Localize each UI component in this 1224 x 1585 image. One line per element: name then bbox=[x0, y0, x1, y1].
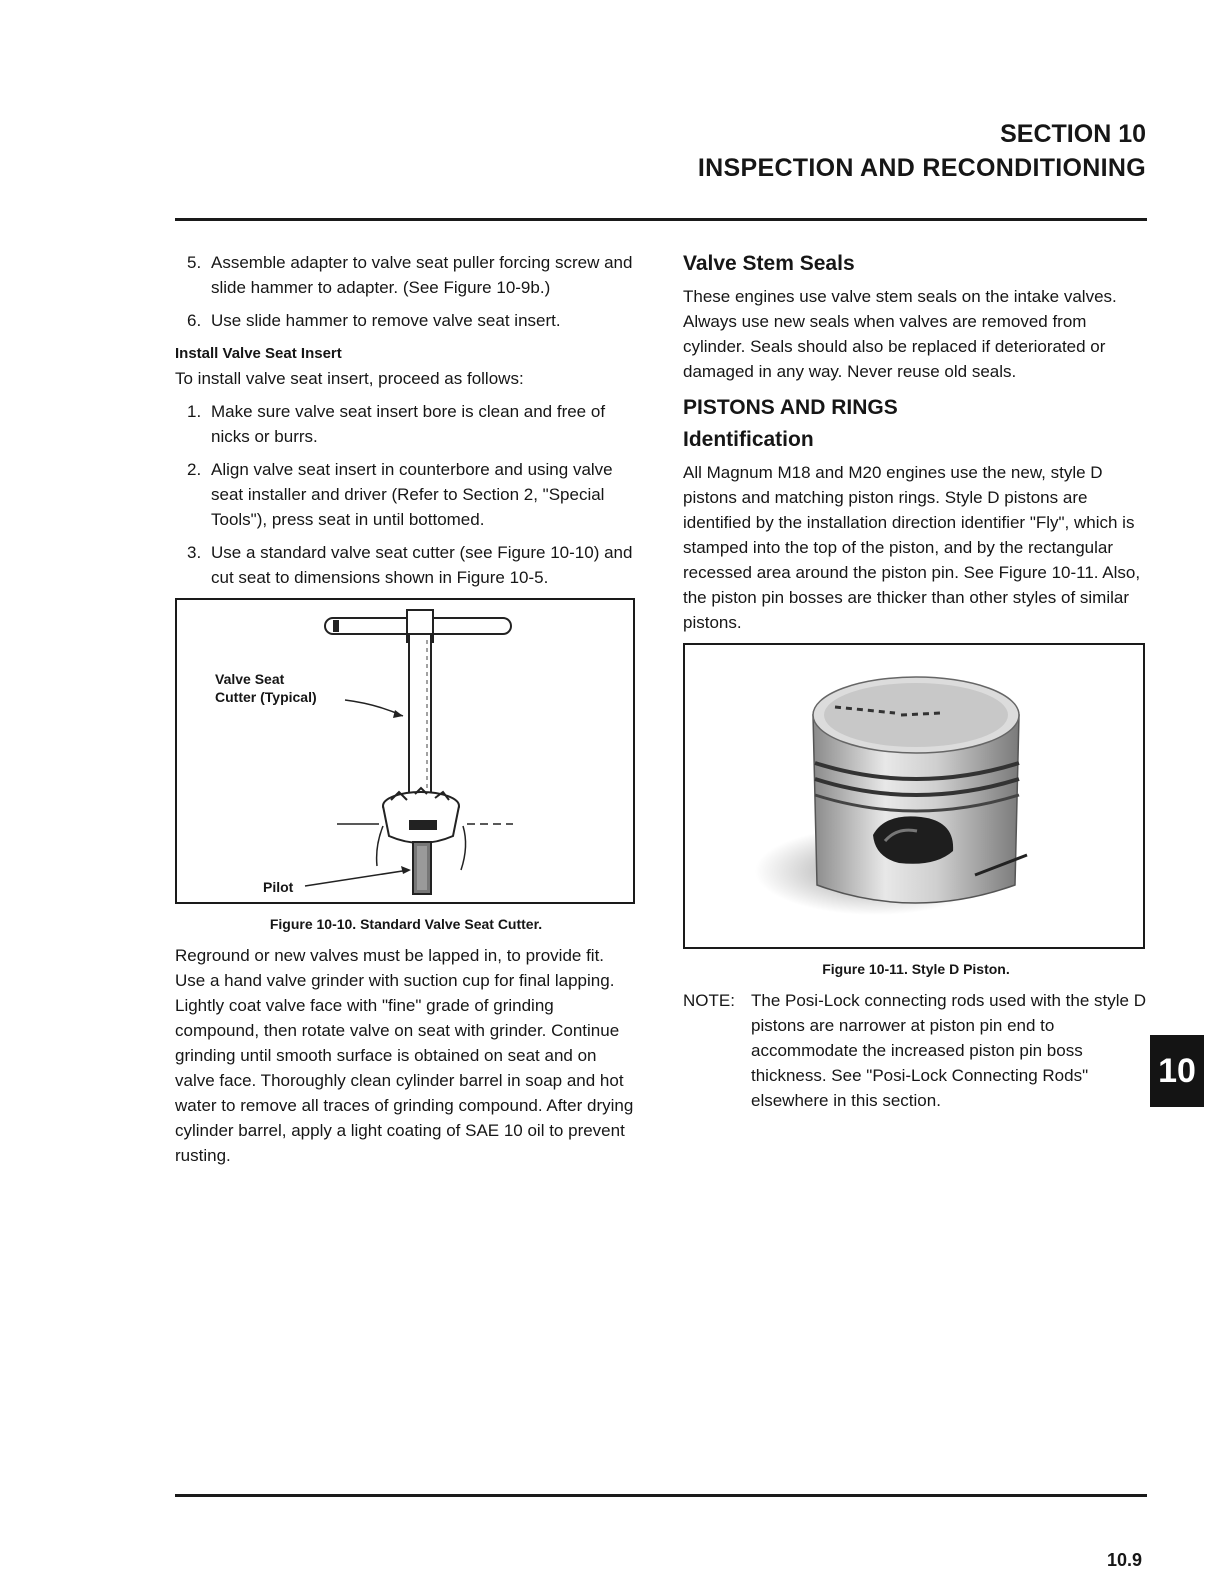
identification-heading: Identification bbox=[683, 428, 814, 451]
left-column bbox=[175, 250, 637, 1176]
piston-photo bbox=[685, 645, 1143, 947]
list-item: 5. Assemble adapter to valve seat puller forcing screw and slide hammer to adapter. (See Figure 10-9b.) bbox=[187, 253, 633, 297]
top-rule bbox=[175, 218, 1147, 221]
section-title: INSPECTION AND RECONDITIONING bbox=[697, 154, 1146, 182]
install-steps bbox=[175, 399, 637, 590]
cutter-label: Valve Seat Cutter (Typical) bbox=[215, 671, 317, 705]
pistons-rings-heading: PISTONS AND RINGS bbox=[683, 396, 898, 419]
list-item: 2. Align valve seat insert in counterbore and using valve seat installer and driver (Refer to Section 2, "Special Tools"), press seat in until bottomed. bbox=[187, 460, 613, 529]
list-item: 6. Use slide hammer to remove valve seat insert. bbox=[187, 311, 561, 330]
figure-valve-seat-cutter bbox=[175, 598, 635, 904]
figure-caption: Figure 10-10. Standard Valve Seat Cutter. bbox=[269, 916, 543, 932]
figure-style-d-piston bbox=[683, 643, 1145, 949]
note-block bbox=[683, 988, 1149, 1113]
right-column bbox=[683, 250, 1149, 1113]
valve-stem-seals-text: These engines use valve stem seals on the intake valves. Always use new seals when valves are removed from cylinder. Seals should also be replaced if deteriorated or damaged in any way. Never reuse old seals. bbox=[683, 287, 1117, 381]
valve-stem-seals-heading: Valve Stem Seals bbox=[683, 252, 855, 275]
install-intro: To install valve seat insert, proceed as follows: bbox=[175, 369, 524, 388]
list-item: 3. Use a standard valve seat cutter (see Figure 10-10) and cut seat to dimensions shown in Figure 10-5. bbox=[187, 543, 633, 587]
identification-text: All Magnum M18 and M20 engines use the new, style D pistons and matching piston rings. Style D pistons are identified by the installation direction identifier "Fly", which is stamped into the top of the piston, and by the rectangular recessed area around the piston pin. See Figure 10-11. Also, the piston pin bosses are thicker than other styles of similar pistons. bbox=[683, 463, 1141, 632]
bottom-rule bbox=[175, 1494, 1147, 1497]
list-item: 1. Make sure valve seat insert bore is clean and free of nicks or burrs. bbox=[187, 402, 606, 446]
pilot-label: Pilot bbox=[263, 879, 294, 895]
note-text: The Posi-Lock connecting rods used with the style D pistons are narrower at piston pin end to accommodate the increased piston pin boss thickness. See "Posi-Lock Connecting Rods" elsewhere in this section. bbox=[751, 991, 1146, 1110]
page-number: 10.9 bbox=[1106, 1550, 1142, 1570]
install-heading: Install Valve Seat Insert bbox=[175, 345, 342, 362]
lapping-paragraph: Reground or new valves must be lapped in, to provide fit. Use a hand valve grinder with suction cup for final lapping. Lightly coat valve face with "fine" grade of grinding compound, then rotate valve on seat with grinder. Continue grinding until smooth surface is obtained on seat and on valve face. Thoroughly clean cylinder barrel in soap and hot water to remove all traces of grinding compound. After drying cylinder barrel, apply a light coating of SAE 10 oil to prevent rusting. bbox=[175, 946, 634, 1165]
section-tab: 10 bbox=[1150, 1035, 1204, 1107]
section-number: SECTION 10 bbox=[1000, 120, 1146, 148]
valve-seat-cutter-illustration bbox=[177, 600, 633, 902]
section-header bbox=[698, 118, 1146, 186]
removal-steps bbox=[175, 250, 637, 333]
figure-caption: Figure 10-11. Style D Piston. bbox=[822, 961, 1010, 977]
note-label: NOTE: bbox=[683, 991, 735, 1010]
